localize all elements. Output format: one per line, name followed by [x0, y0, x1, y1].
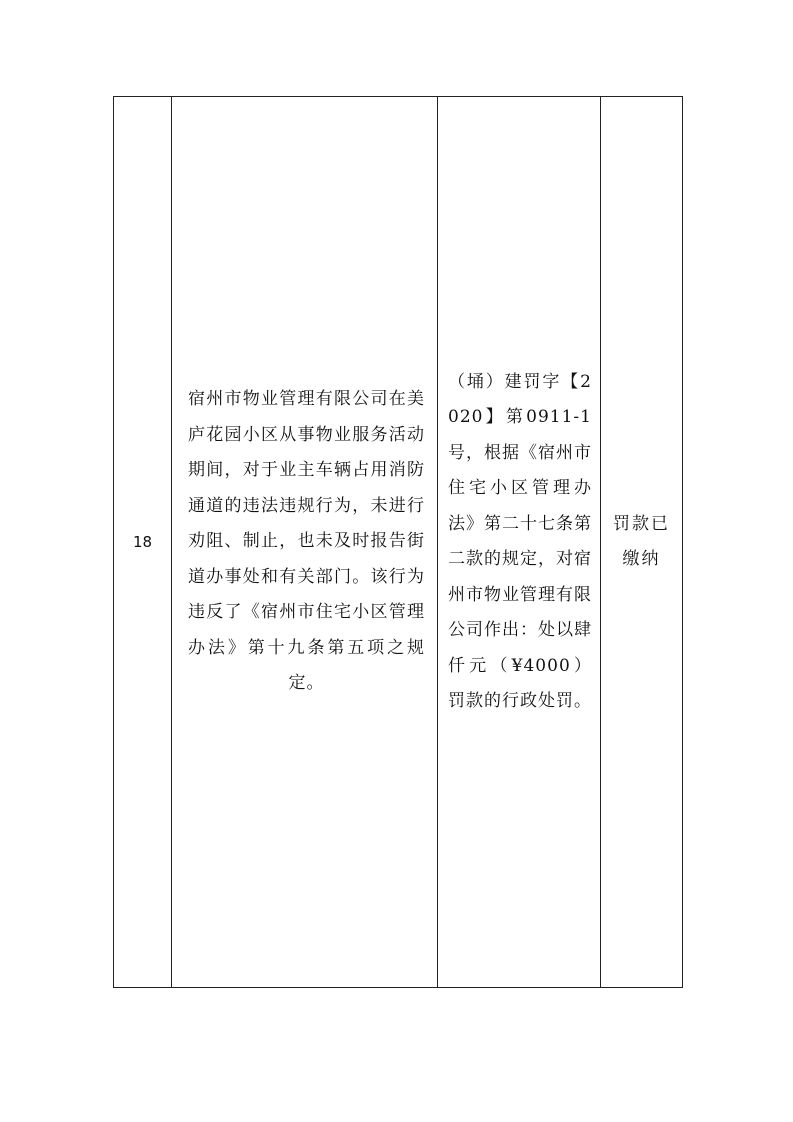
penalty-decision-text: （埇）建罚字【2020】第0911-1号，根据《宿州市住宅小区管理办法》第二十七条第二款的规定，对宿州市物业管理有限公司作出：处以肆仟元（¥4000）罚款的行政处罚。 — [448, 371, 592, 711]
sequence-number: 18 — [132, 533, 153, 551]
penalty-decision-cell — [438, 97, 601, 988]
status-text: 罚款已缴纳 — [613, 513, 670, 569]
violation-facts-text: 宿州市物业管理有限公司在美庐花园小区从事物业服务活动期间，对于业主车辆占用消防通道的违法违规行为，未进行劝阻、制止，也未及时报告街道办事处和有关部门。该行为违反了《宿州市住宅小区管理办法》第十九条第五项之规定。 — [188, 389, 425, 694]
table-row — [114, 97, 683, 988]
status-cell — [601, 97, 683, 988]
sequence-number-cell — [114, 97, 172, 988]
violation-facts-cell — [172, 97, 438, 988]
penalty-record-table — [113, 96, 683, 988]
